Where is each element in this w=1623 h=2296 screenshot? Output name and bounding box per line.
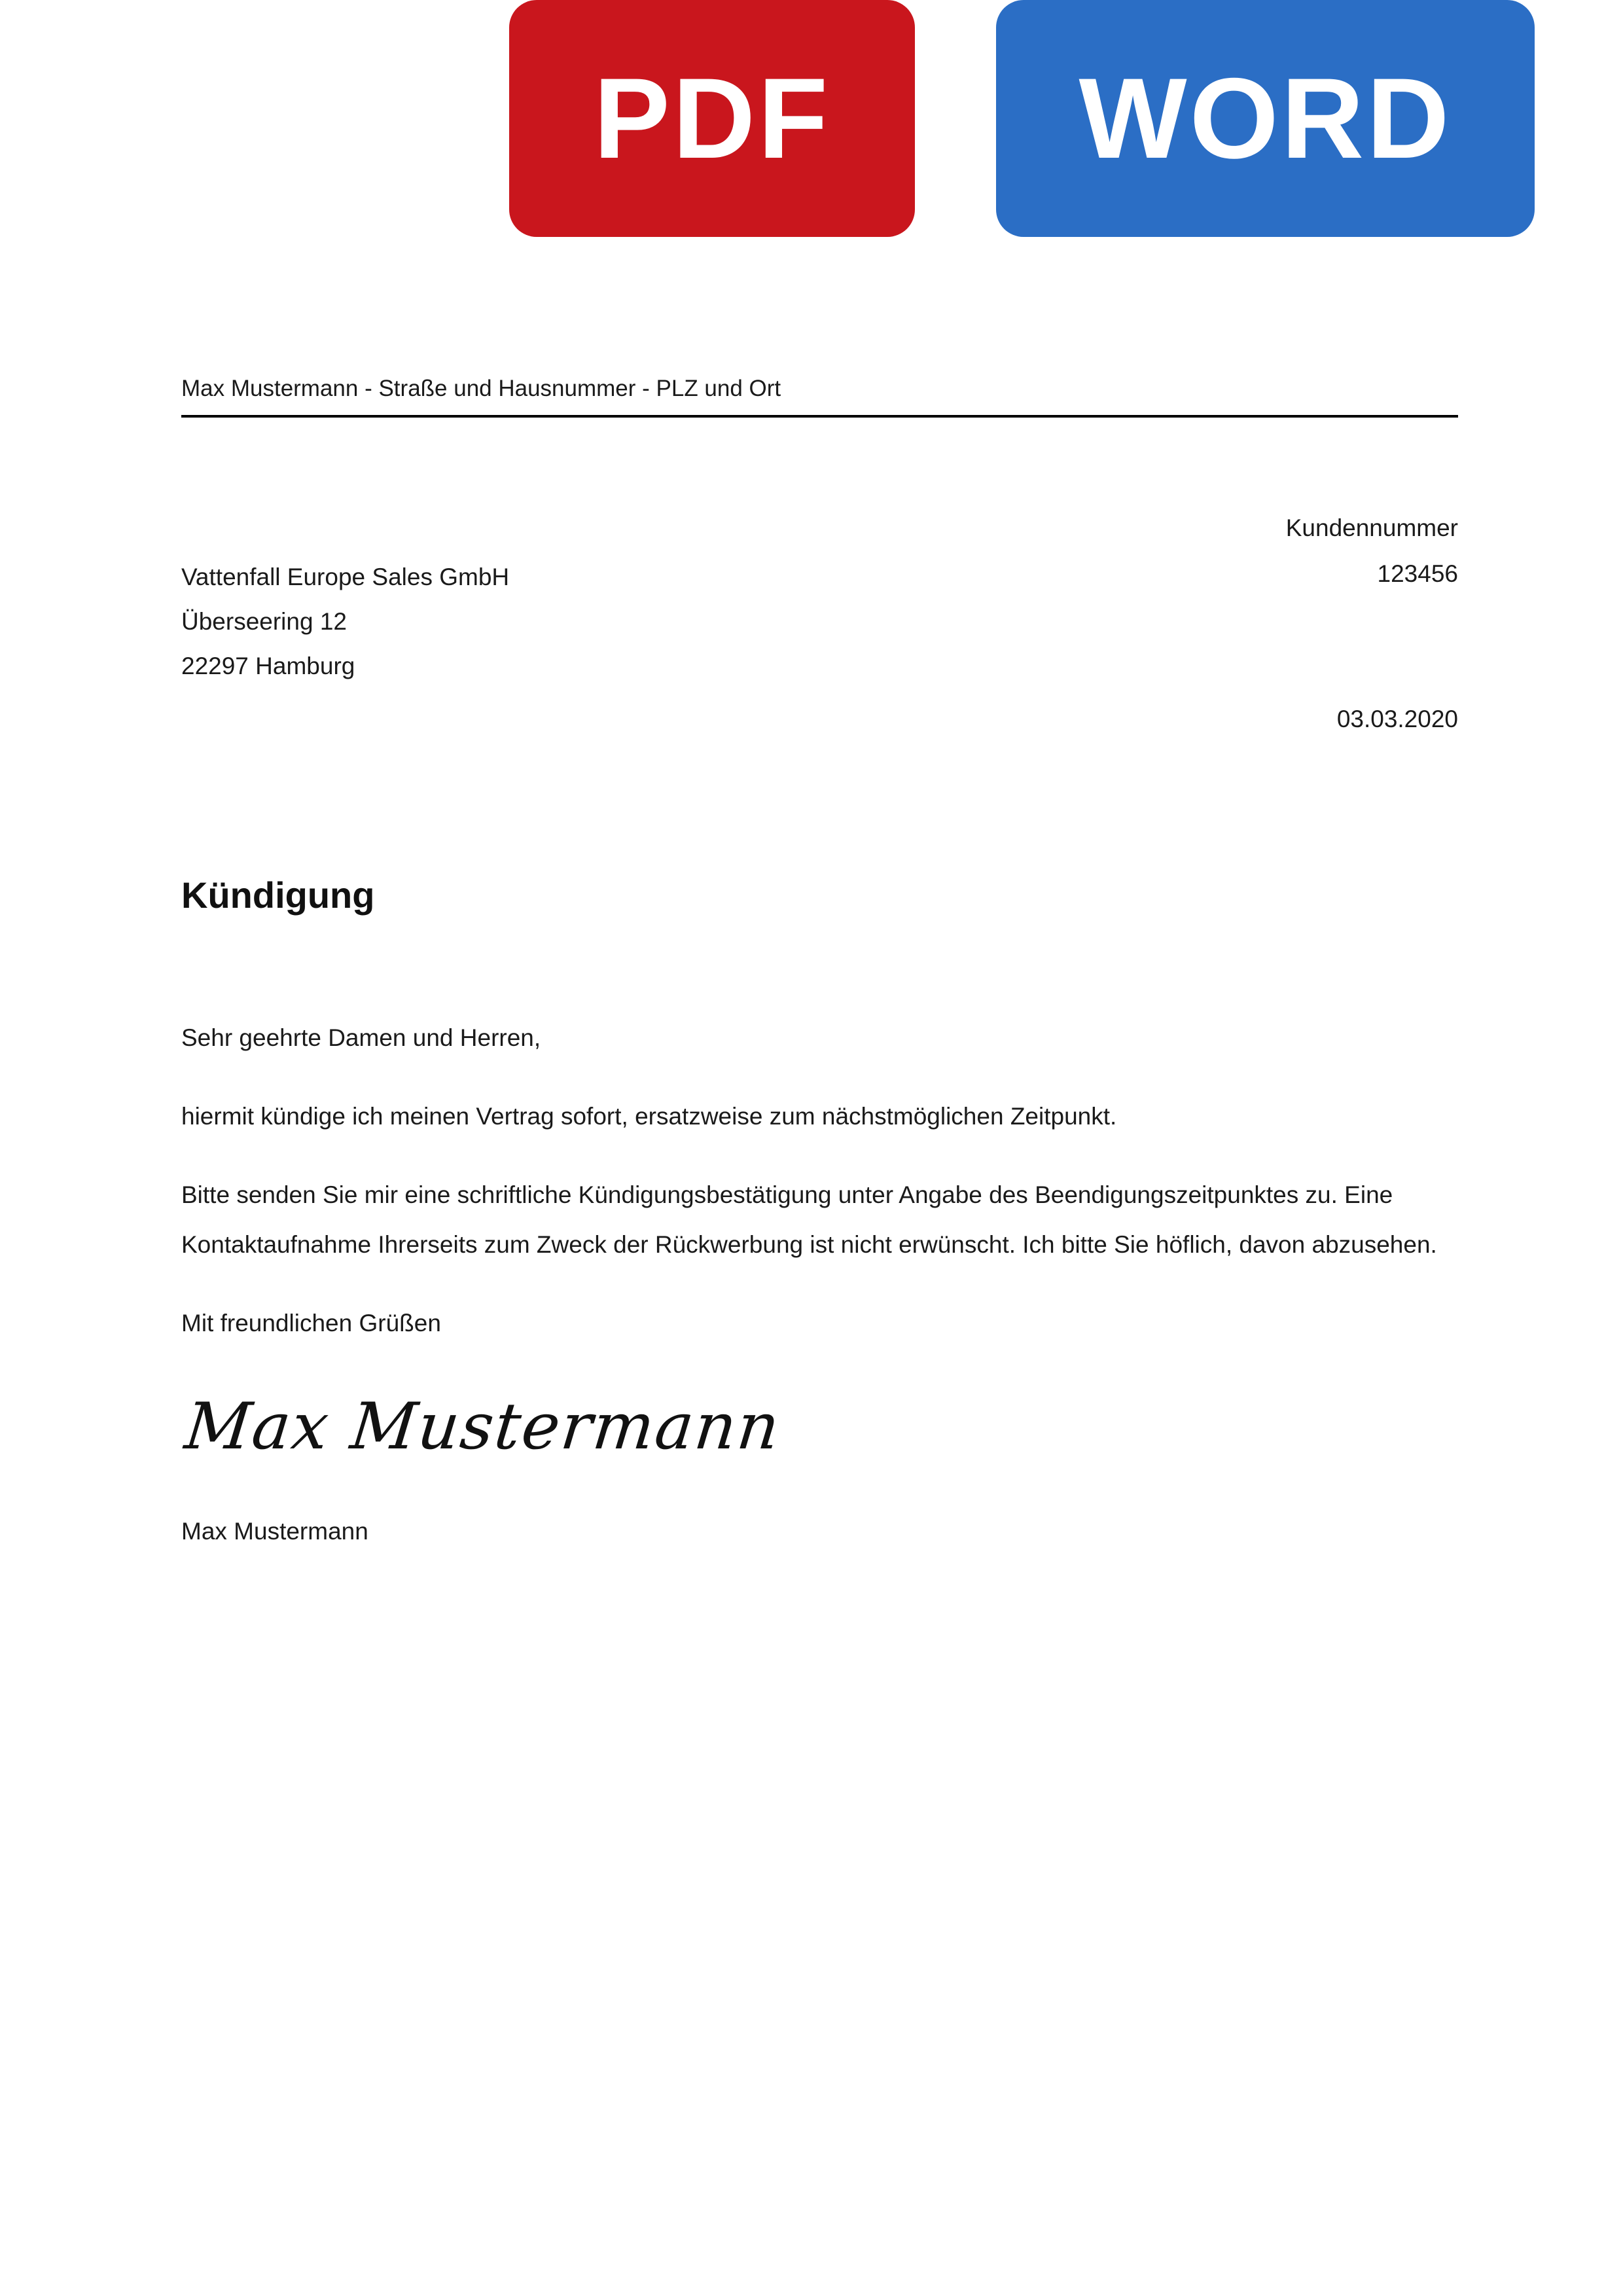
letter-body xyxy=(181,1013,1451,1556)
customer-number-value: 123456 xyxy=(1377,560,1458,587)
closing-line: Mit freundlichen Grüßen xyxy=(181,1310,441,1336)
recipient-name: Vattenfall Europe Sales GmbH xyxy=(181,564,510,590)
sender-underline xyxy=(181,415,1458,418)
recipient-city: 22297 Hamburg xyxy=(181,653,355,679)
body-paragraph-1: hiermit kündige ich meinen Vertrag sofort, ersatzweise zum nächstmöglichen Zeitpunkt. xyxy=(181,1103,1117,1130)
pdf-download-badge[interactable]: PDF xyxy=(509,0,915,237)
recipient-address-block xyxy=(181,555,509,689)
salutation: Sehr geehrte Damen und Herren, xyxy=(181,1024,541,1051)
customer-number-block xyxy=(1286,505,1458,597)
sender-line: Max Mustermann - Straße und Hausnummer - PLZ und Ort xyxy=(181,376,781,401)
word-download-badge[interactable]: WORD xyxy=(996,0,1535,237)
signature-printed-name: Max Mustermann xyxy=(181,1518,368,1545)
handwritten-signature: Max Mustermann xyxy=(181,1390,785,1464)
body-paragraph-2: Bitte senden Sie mir eine schriftliche Kündigungsbestätigung unter Angabe des Beendigungszeitpunktes zu. Eine Kontaktaufnahme Ihrerseits zum Zweck der Rückwerbung ist nicht erwünscht. Ich bitte Sie höflich, davon abzusehen. xyxy=(181,1181,1437,1258)
letter-date: 03.03.2020 xyxy=(1336,706,1458,732)
subject-heading: Kündigung xyxy=(181,874,375,916)
recipient-street: Überseering 12 xyxy=(181,608,347,635)
customer-number-label: Kundennummer xyxy=(1285,514,1458,541)
